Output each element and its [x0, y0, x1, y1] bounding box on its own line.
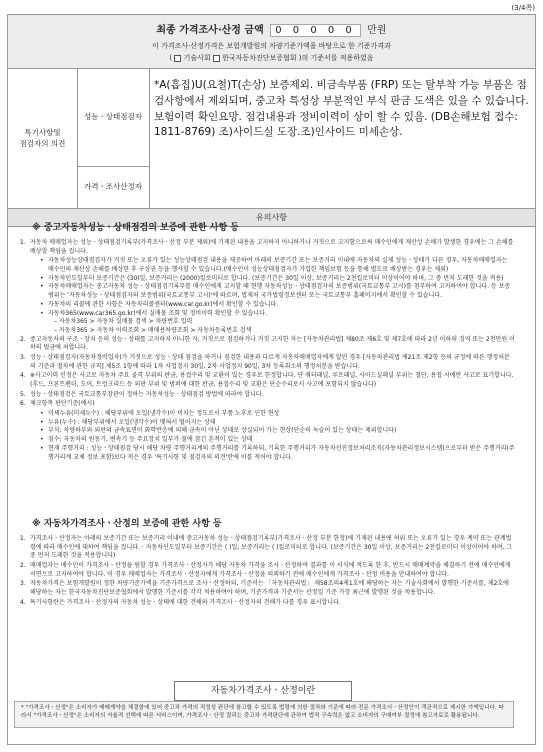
item-number: 6. — [20, 400, 26, 408]
notice-subitem — [20, 301, 515, 310]
notice-subitem — [20, 283, 515, 300]
item-text: 자동차 매매업자는 성능ㆍ상태점검기록부(가격조사ㆍ산정 부분 제외)에 기재된 내용을 고지하지 아니하거나 거짓으로 고지함으로써 매수인에게 재산상 손해가 발생한 경우에는 그 손해를 배상할 책임을 집니다. — [30, 239, 514, 255]
item-text: 부식: 차량하부와 외판의 금속표면이 화학반응에 의해 금속이 아닌 상태로 상실되어 가는 현상(단순히 녹슬어 있는 상태는 제외합니다) — [48, 427, 397, 435]
notice-item — [20, 400, 515, 409]
item-text: 자동차매매업자는 중고자동차 성능ㆍ상태점검기록부를 매수인에게 고지할 때 현행 자동차성능ㆍ상태점검자의 보증범위(국토교통부 고시)를 첨부하여 고지하여야 합니다. 등 보증범위는 '자동차성능ㆍ상태점검자의 보증범위(국토교통부 고시)'에 따르며, 법제처 국가법령정보센터 또는 국토교통부 홈페이지에서 확인할 수 있습니다. — [48, 283, 511, 300]
bullet: • — [40, 444, 44, 452]
section2-title: ※ 자동차가격조사ㆍ산정의 보증에 관한 사항 등 — [32, 519, 222, 529]
item-number: 3. — [20, 580, 26, 588]
item-number: 4. — [20, 372, 26, 380]
notice-item — [20, 535, 515, 561]
item-text: 침수: 자동차의 원동기, 변속기 등 주요장치 일부가 물에 잠긴 흔적이 있는 상태 — [48, 436, 253, 444]
notice-section-2 — [20, 516, 515, 609]
option-technical-society: 기술사회 — [183, 54, 211, 62]
item-text: – 자동차365 > 자동차 실매물 검색 > 차량번호 입력 — [54, 318, 193, 326]
item-text: 성능ㆍ상태점검은 국토교통부장관이 정하는 자동차성능ㆍ상태점검 방법에 따라야 합니다. — [30, 390, 264, 398]
item-text: 특기사항란은 가격조사ㆍ산정자의 자동차 성능ㆍ상태에 대한 견해와 가격조사ㆍ산정자의 견해가 다를 경우 표시합니다. — [30, 598, 341, 606]
notice-subitem — [20, 257, 515, 274]
item-number: 2. — [20, 335, 26, 343]
notice-header: 유의사항 — [8, 209, 535, 227]
notice-subitem — [20, 310, 515, 319]
final-estimate-line — [8, 21, 535, 37]
options-suffix: )의 기준서를 적용하였음 — [298, 54, 374, 62]
notice-item — [20, 562, 515, 579]
estimate-standard-line — [8, 53, 535, 63]
notice-item — [20, 391, 515, 400]
inspector-opinion: *A(흡집)U(요철)T(손상) 보증제외. 비금속부품 (FRP) 또는 탈부착 가능 부품은 점검사항에서 제외되며, 중고차 특성상 부분적인 부식 판금 도색은 있을 수 있습니다. 보험이력 확인요망. 점검내용과 정비이력이 상이 할 수 있음. (DB손해보험 접수: 1811-8769) 조)사이드실 도장.조)인사이드 미세손상. — [154, 79, 529, 139]
final-estimate-amount: 0 0 0 0 0 — [270, 24, 361, 37]
bullet: • — [40, 257, 44, 265]
bullet: • — [40, 410, 44, 418]
item-text: 가격조사ㆍ산정자는 아래의 보증기간 또는 보증거리 이내에 중고자동차 성능ㆍ상태점검기록부(가격조사ㆍ산정 부분 한정)에 기재된 내용에 허위 또는 오류가 있는 경우 계약 또는 관계법령에 따라 매수인에 대하여 책임을 집니다. · 자동차인도일부터 보증기간은 ( )일, 보증거리는 ( )킬로미터로 합니다. (보증기간은 30일 이상, 보증거리는 2천킬로미터 이상이어야 하며, 그 중 먼저 도래한 것을 적용합니다) — [30, 535, 513, 560]
bullet: • — [40, 300, 44, 308]
notice-item — [20, 336, 515, 353]
notice-subitem — [20, 436, 515, 445]
notice-section-1 — [20, 220, 515, 462]
item-text: – 자동차365 > 자동차 이력조회 > 매매용차량조회 > 자동차등록번호 검색 — [54, 326, 252, 334]
appraisal-definition-note: * "가격조사ㆍ산정"은 소비자가 매매계약을 체결함에 있어 중고차 가격의 적정성 판단에 참고할 수 있도록 법령에 의한 절차와 기준에 따라 전문 가격조사ㆍ산정인이 객관적으로 제시한 가액입니다. 따라서 "가격조사ㆍ산정"은 소비자의 자율적 선택에 따른 서비스이며, 가격조사ㆍ산정 결과는 중고차 가격판단에 관하여 법적 구속력은 없고 소비자의 구매여부 결정에 참고자료로 활용됩니다. — [14, 701, 514, 728]
item-text: 자동차의 리콜에 관한 사항은 자동차리콜센터(www.car.go.kr)에서 확인할 수 있습니다. — [48, 300, 279, 308]
item-text: 체크항목 판단기준(예시) — [30, 400, 95, 408]
item-text: 현재 주행거리 : 성능ㆍ상태점검 당시 해당 차량 주행거리계의 주행거리를 기록하되, 기록한 주행거리가 자동차선진정보처리조직(자동차관리정보시스템)으로부터 받은 주행거리(주행거리계 교체 정보 포함)보다 적은 경우 '특기사항 및 점검자의 의견'란에 이를 적어야 합니다. — [48, 444, 515, 461]
item-text: 자동차인도일부터 보증기간은 (30)일, 보증거리는 (2000)킬로미터로 합니다. (보증기간은 30일 이상, 보증거리는 2천킬로미터 이상이어야 하며, 그 중 먼저 도래한 것을 적용) — [48, 274, 504, 282]
final-estimate-unit: 만원 — [367, 25, 387, 36]
notice-item — [20, 599, 515, 608]
notice-item — [20, 580, 515, 597]
bullet: • — [40, 418, 44, 426]
notice-item — [20, 354, 515, 371]
estimate-section — [8, 15, 535, 209]
item-number: 3. — [20, 353, 26, 361]
special-notes-label-text: 특기사항및 점검자의 의견 — [19, 128, 66, 148]
item-text: 매매업자는 매수인이 가격조사ㆍ산정을 원할 경우 가격조사ㆍ산정자가 해당 자동차 가격을 조사ㆍ산정하여 결과를 이 서식에 적도록 한 후, 반드시 매매계약을 체결하기 전에 매수인에게 서면으로 고지하여야 합니다. 이 경우 매매업자는 가격조사ㆍ산정자에게 가격조사ㆍ산정을 의뢰하기 전에 매수인에게 가격조사ㆍ산정 비용을 안내하여야 합니다. — [30, 562, 511, 578]
notice-item — [20, 372, 515, 389]
item-text: 성능ㆍ상태점검자(자동차정비업자)가 거짓으로 성능ㆍ상태 점검을 하거나 점검한 내용과 다르게 자동차매매업자에게 알린 경우 [자동차관리법 제21조 제2항 등의 규정에 따른 행정처분의 기준과 절차에 관한 규칙] 제5조 1항에 따라 1차 사업정지 30일, 2차 사업정지 90일, 3차 등록취소의 행정처분을 받습니다. — [30, 353, 510, 370]
item-text: 미세누유(미세누수) : 해당부위에 오일(냉각수)이 비치는 정도로서 부품 노후로 인한 현상 — [48, 410, 280, 418]
section2-items — [20, 535, 515, 608]
special-notes-label — [8, 69, 78, 208]
appraiser-label-text: 가격ㆍ조사산정자 — [84, 182, 142, 192]
inspector-label — [78, 69, 150, 167]
appraiser-label — [78, 167, 150, 208]
item-number: 2. — [20, 562, 26, 570]
checkbox-technical-society[interactable] — [174, 55, 181, 62]
notice-subitem — [20, 410, 515, 419]
notice-subsubitem — [20, 318, 515, 327]
section1-title: ※ 중고자동차성능ㆍ상태점검의 보증에 관한 사항 등 — [32, 223, 239, 233]
checkbox-diagnosis-association[interactable] — [213, 55, 220, 62]
estimate-basis-text: 이 가격조사·산정가격은 보험개발원의 차량기준가액을 바탕으로 한 기준가격과 — [152, 42, 391, 50]
appraiser-opinion — [150, 167, 535, 208]
item-text: 누유(누수) : 해당부위에서 오일(냉각수)이 맺혀서 떨어지는 상태 — [48, 418, 216, 426]
item-number: 5. — [20, 390, 26, 398]
page-number: (3/4쪽) — [511, 4, 535, 12]
bullet: • — [40, 283, 44, 291]
option-diagnosis-association: 한국자동차진단보증협회 — [222, 54, 297, 62]
item-text: 자동차가격은 보험개발원이 정한 차량기준가액을 기준가격으로 조사ㆍ산정하되, 기준서는 「자동차관리법」 제58조의4제1호에 해당하는 자는 기술사회에서 발행한 기준서를, 제2호에 해당하는 자는 한국자동차진단보증협회에서 발행한 기준서를 각각 적용하여야 하며, 기준가격과 기준서는 산정일 기준 가장 최근에 발행된 것을 적용합니다. — [30, 580, 509, 597]
bullet: • — [40, 274, 44, 282]
notice-subsubitem — [20, 327, 515, 336]
item-text: 중고자동차의 구조ㆍ장치 등의 성능ㆍ상태를 고지하지 아니한 자, 거짓으로 점검하거나 거짓 고지한 자는 [자동차관리법] 제80조 제6호 및 제7호에 따라 2년 이하의 징역 또는 2천만원 이하의 벌금에 처합니다. — [30, 335, 515, 352]
appraisal-definition-title: 자동차가격조사ㆍ산정이란 — [174, 681, 352, 701]
notice-subitem — [20, 445, 515, 462]
item-text: 자동차성능상태점검자가 거짓 또는 오류가 있는 성능상태점검 내용을 제공하여 아래의 보증기간 또는 보증거리 이내에 자동차의 실제 성능ㆍ상태가 다른 경우, 자동차매매업자는 매수인의 재산상 손해를 배상한 후 구상권 등을 행사할 수 있습니다.(매수인이 성능상태점검자가 가입한 책임보험 등을 통해 별도로 배상받는 경우는 제외) — [48, 257, 508, 274]
item-number: 1. — [20, 239, 26, 246]
section1-items — [20, 239, 515, 462]
bullet: • — [40, 427, 44, 435]
item-text: ※사고이력 인정은 사고로 자동차 주요 골격 부위의 판금, 용접수리 및 교환이 있는 경우로 한정합니다. 단 쿼터패널, 루프패널, 사이드실패널 부위는 절단, 용접 시에만 사고로 표기합니다. (후드, 프론트펜더, 도어, 트렁크리드 등 외판 부위 및 범퍼에 대한 판금, 용접수리 및 교환은 단순수리로서 사고에 포함되지 않습니다) — [30, 372, 514, 388]
item-number: 1. — [20, 535, 26, 542]
inspector-label-text: 성능ㆍ상태점검자 — [84, 112, 142, 122]
bullet: • — [40, 309, 44, 317]
item-text: 자동차365(www.car365.go.kr)에서 실매물 조회 및 정비이력 확인할 수 있습니다. — [48, 309, 267, 317]
notice-item — [20, 239, 515, 256]
item-number: 4. — [20, 598, 26, 606]
bullet: • — [40, 436, 44, 444]
notice-subitem — [20, 427, 515, 436]
final-estimate-title: 최종 가격조사·산정 금액 — [156, 25, 264, 36]
final-estimate-box — [8, 15, 535, 69]
options-prefix: ( — [169, 54, 173, 62]
